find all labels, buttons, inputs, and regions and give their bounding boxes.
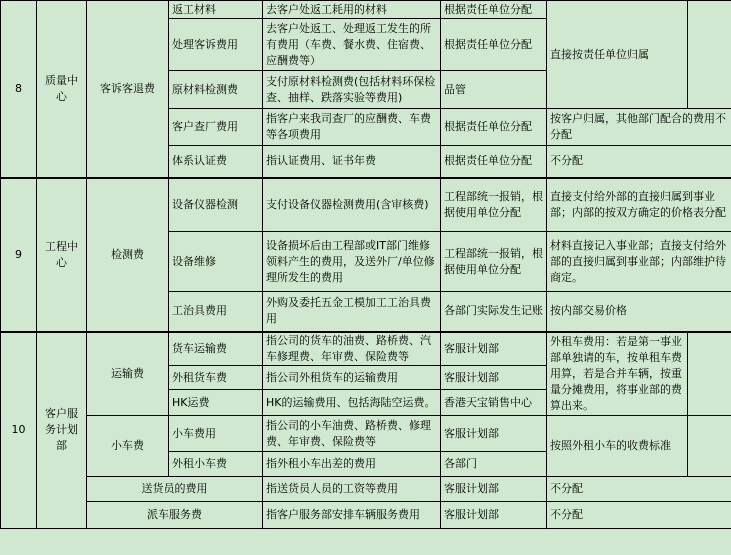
allocation-cell: 根据责任单位分配 [441,146,547,178]
expense-desc-cell: 设备损坏后由工程部或IT部门维修领料产生的费用，及送外厂/单位修理所发生的费用 [263,232,441,292]
expense-desc-cell: 指客户服务部安排车辆服务费用 [263,502,441,529]
expense-desc-cell: 支付原材料检测费(包括材料环保检查、抽样、跌落实验等费用) [263,71,441,109]
expense-desc-cell: 指认证费用、证书年费 [263,146,441,178]
expense-item-cell: 设备维修 [169,232,263,292]
expense-category-cell: 送货员的费用 [87,477,263,502]
expense-desc-cell: 外购及委托五金工模加工工治具费用 [263,292,441,332]
allocation-cell: 各部门 [441,452,547,477]
expense-category-cell: 客诉客退费 [87,1,169,178]
expense-item-cell: 外租货车费 [169,366,263,390]
expense-item-cell: 工治具费用 [169,292,263,332]
note-cell: 直接支付给外部的直接归属到事业部；内部的按双方确定的价格表分配 [547,178,731,232]
table-row [1,1,731,19]
expense-desc-cell: 指公司的小车油费、路桥费、修理费、年审费、保险费等 [263,416,441,452]
expense-category-cell: 小车费 [87,416,169,477]
expense-desc-cell: 去客户处返工耗用的材料 [263,1,441,19]
allocation-cell: 客服计划部 [441,477,547,502]
note-cell: 按客户归属，其他部门配合的费用不分配 [547,109,731,146]
expense-item-cell: 设备仪器检测 [169,178,263,232]
allocation-cell: 客服计划部 [441,332,547,366]
allocation-cell: 根据责任单位分配 [441,109,547,146]
table-row [1,416,731,452]
section-number: 10 [1,332,37,529]
expense-desc-cell: 指送货员人员的工资等费用 [263,477,441,502]
empty-cell [688,1,731,109]
section-number: 9 [1,178,37,332]
allocation-cell: 客服计划部 [441,366,547,390]
note-cell: 不分配 [547,502,731,529]
note-cell: 不分配 [547,146,731,178]
allocation-cell: 客服计划部 [441,502,547,529]
allocation-cell: 根据责任单位分配 [441,19,547,71]
table-row [1,502,731,529]
note-cell: 不分配 [547,477,731,502]
expense-desc-cell: 指公司外租货车的运输费用 [263,366,441,390]
note-cell: 材料直接记入事业部；直接支付给外部的直接归属到事业部；内部维护待商定。 [547,232,731,292]
allocation-cell: 根据责任单位分配 [441,1,547,19]
department-cell: 客户服务计划部 [37,332,87,529]
expense-desc-cell: 去客户处返工、处理返工发生的所有费用（车费、餐水费、住宿费、应酬费等） [263,19,441,71]
expense-item-cell: 处理客诉费用 [169,19,263,71]
allocation-cell: 工程部统一报销，根据使用单位分配 [441,232,547,292]
expense-item-cell: 外租小车费 [169,452,263,477]
department-cell: 工程中心 [37,178,87,332]
expense-desc-cell: 指公司的货车的油费、路桥费、汽车修理费、年审费、保险费等 [263,332,441,366]
table-row [1,332,731,366]
expense-category-cell: 检测费 [87,178,169,332]
department-cell: 质量中心 [37,1,87,178]
expense-item-cell: HK运费 [169,390,263,416]
expense-item-cell: 客户查厂费用 [169,109,263,146]
allocation-cell: 工程部统一报销，根据使用单位分配 [441,178,547,232]
table-row [1,178,731,232]
allocation-cell: 品管 [441,71,547,109]
note-cell: 直接按责任单位归属 [547,1,688,109]
expense-desc-cell: 指客户来我司查厂的应酬费、车费等各项费用 [263,109,441,146]
expense-category-cell: 运输费 [87,332,169,416]
expense-desc-cell: HK的运输费用、包括海陆空运费。 [263,390,441,416]
expense-category-cell: 派车服务费 [87,502,263,529]
allocation-cell: 各部门实际发生记账 [441,292,547,332]
expense-item-cell: 货车运输费 [169,332,263,366]
empty-cell [688,416,731,477]
expense-item-cell: 体系认证费 [169,146,263,178]
table-row [1,477,731,502]
empty-cell [688,332,731,416]
allocation-cell: 客服计划部 [441,416,547,452]
expense-item-cell: 小车费用 [169,416,263,452]
expense-item-cell: 原材料检测费 [169,71,263,109]
expense-desc-cell: 指外租小车出差的费用 [263,452,441,477]
note-cell: 外租车费用：若是第一事业部单独请的车，按单租车费用算，若是合并车辆，按重量分摊费用，将事业部的费算出来。 [547,332,688,416]
expense-desc-cell: 支付设备仪器检测费用(含审核费) [263,178,441,232]
expense-item-cell: 返工材料 [169,1,263,19]
section-number: 8 [1,1,37,178]
allocation-cell: 香港天宝销售中心 [441,390,547,416]
note-cell: 按照外租小车的收费标准 [547,416,688,477]
note-cell: 按内部交易价格 [547,292,731,332]
